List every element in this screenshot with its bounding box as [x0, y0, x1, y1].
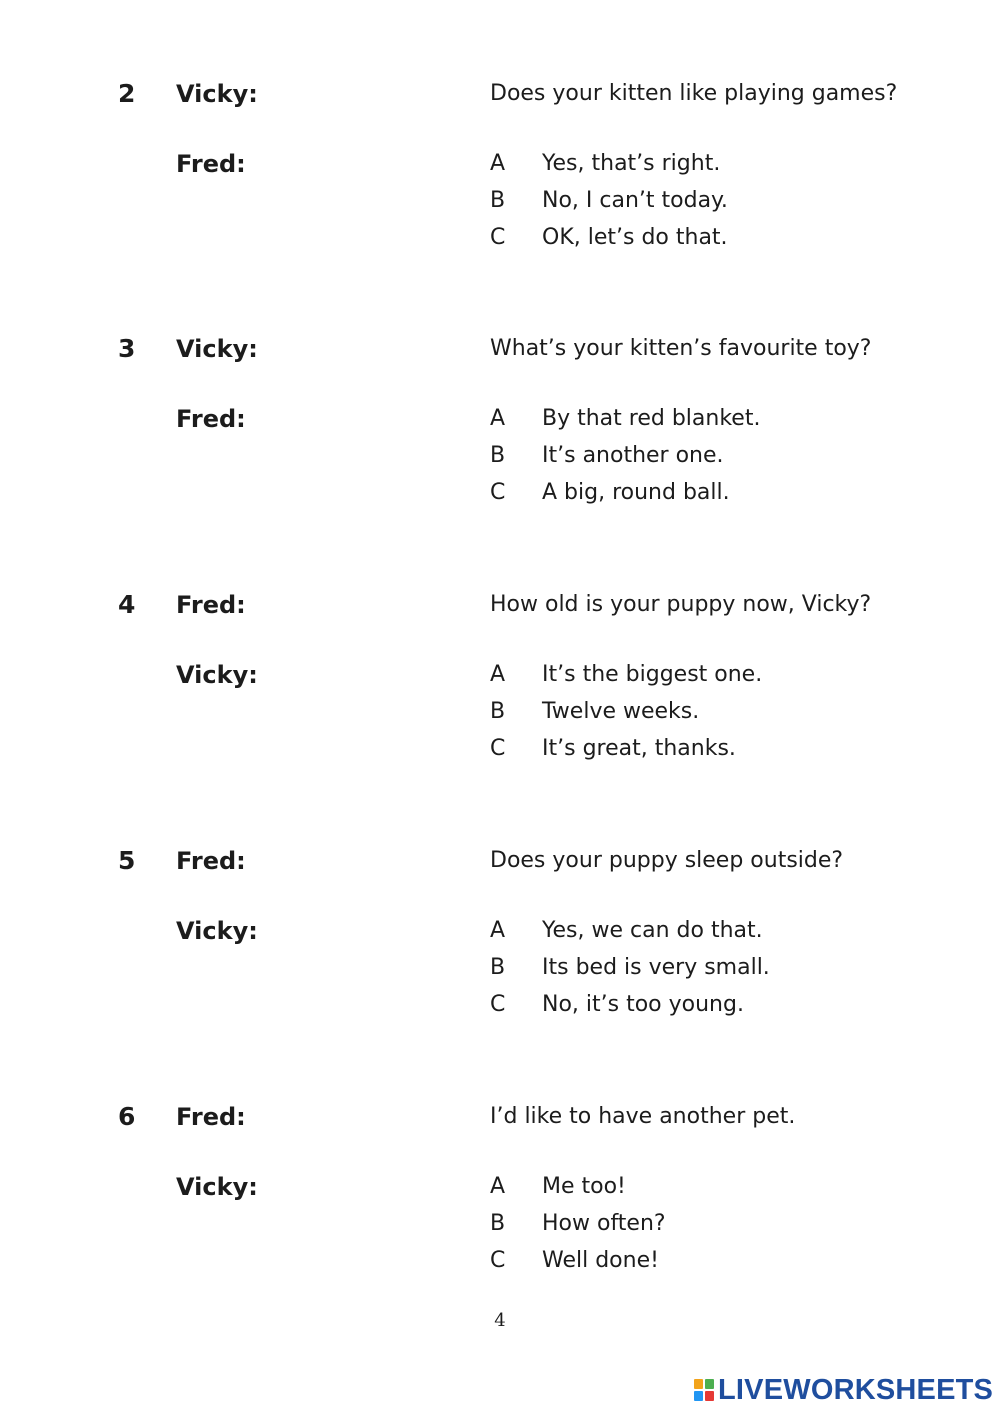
question-prompt: How old is your puppy now, Vicky? [490, 592, 872, 617]
option-letter: A [490, 151, 506, 176]
option-letter: C [490, 480, 506, 505]
question-6 [0, 1101, 1000, 1321]
logo-tile [705, 1379, 714, 1389]
question-number: 5 [118, 846, 136, 875]
answer-options [490, 1171, 666, 1282]
option-c[interactable] [490, 989, 770, 1026]
option-letter: A [490, 1174, 506, 1199]
option-a[interactable] [490, 148, 728, 185]
option-c[interactable] [490, 477, 760, 514]
liveworksheets-logo[interactable] [694, 1374, 993, 1406]
option-text: A big, round ball. [542, 480, 730, 505]
option-c[interactable] [490, 222, 728, 259]
page-number: 4 [494, 1310, 506, 1331]
option-a[interactable] [490, 1171, 666, 1208]
question-5 [0, 845, 1000, 1065]
option-letter: B [490, 443, 506, 468]
option-text: By that red blanket. [542, 406, 761, 431]
option-text: Twelve weeks. [542, 699, 700, 724]
brand-text: LIVEWORKSHEETS [718, 1373, 994, 1406]
answer-options [490, 403, 760, 514]
logo-tile [694, 1379, 703, 1389]
option-text: It’s great, thanks. [542, 736, 736, 761]
option-b[interactable] [490, 1208, 666, 1245]
option-a[interactable] [490, 659, 762, 696]
question-prompt: I’d like to have another pet. [490, 1104, 796, 1129]
answer-options [490, 659, 762, 770]
question-number: 4 [118, 590, 136, 619]
option-b[interactable] [490, 952, 770, 989]
question-prompt: Does your kitten like playing games? [490, 81, 898, 106]
option-letter: C [490, 992, 506, 1017]
option-b[interactable] [490, 185, 728, 222]
question-number: 2 [118, 79, 136, 108]
option-text: Its bed is very small. [542, 955, 770, 980]
question-number: 3 [118, 334, 136, 363]
second-speaker: Vicky: [176, 917, 258, 945]
option-letter: B [490, 699, 506, 724]
option-b[interactable] [490, 440, 760, 477]
option-text: It’s another one. [542, 443, 724, 468]
option-letter: B [490, 955, 506, 980]
second-speaker: Vicky: [176, 661, 258, 689]
question-number: 6 [118, 1102, 136, 1131]
question-prompt: What’s your kitten’s favourite toy? [490, 336, 872, 361]
option-text: Yes, that’s right. [542, 151, 721, 176]
option-letter: C [490, 1248, 506, 1273]
question-3 [0, 333, 1000, 553]
option-text: Yes, we can do that. [542, 918, 763, 943]
answer-options [490, 915, 770, 1026]
option-letter: C [490, 225, 506, 250]
liveworksheets-icon [694, 1379, 714, 1401]
second-speaker: Fred: [176, 150, 246, 178]
first-speaker: Fred: [176, 591, 246, 619]
option-a[interactable] [490, 915, 770, 952]
logo-tile [705, 1391, 714, 1401]
question-prompt: Does your puppy sleep outside? [490, 848, 844, 873]
second-speaker: Vicky: [176, 1173, 258, 1201]
logo-tile [694, 1391, 703, 1401]
option-a[interactable] [490, 403, 760, 440]
option-letter: B [490, 188, 506, 213]
option-c[interactable] [490, 733, 762, 770]
option-b[interactable] [490, 696, 762, 733]
first-speaker: Fred: [176, 1103, 246, 1131]
first-speaker: Vicky: [176, 80, 258, 108]
option-letter: A [490, 406, 506, 431]
answer-options [490, 148, 728, 259]
option-c[interactable] [490, 1245, 666, 1282]
option-text: Me too! [542, 1174, 626, 1199]
question-4 [0, 589, 1000, 809]
option-text: No, it’s too young. [542, 992, 744, 1017]
question-2 [0, 78, 1000, 298]
option-text: It’s the biggest one. [542, 662, 763, 687]
first-speaker: Fred: [176, 847, 246, 875]
option-text: OK, let’s do that. [542, 225, 728, 250]
option-letter: B [490, 1211, 506, 1236]
option-letter: C [490, 736, 506, 761]
first-speaker: Vicky: [176, 335, 258, 363]
second-speaker: Fred: [176, 405, 246, 433]
option-text: Well done! [542, 1248, 659, 1273]
option-text: How often? [542, 1211, 666, 1236]
option-letter: A [490, 918, 506, 943]
option-letter: A [490, 662, 506, 687]
option-text: No, I can’t today. [542, 188, 728, 213]
